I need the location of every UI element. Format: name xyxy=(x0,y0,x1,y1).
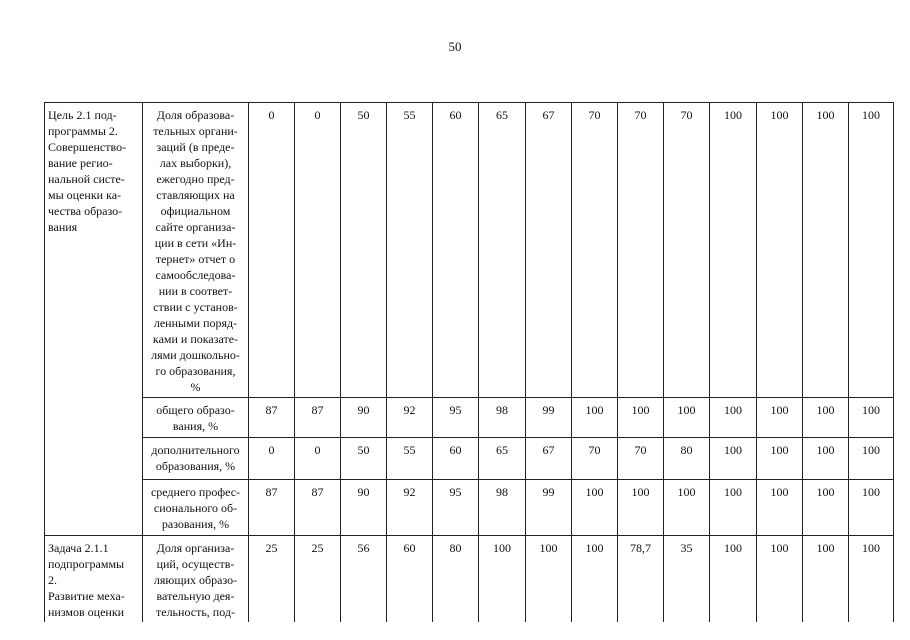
indicator-cell: Доля организа- ций, осуществ- ляющих образо- вательную дея- тельность, под- xyxy=(143,536,249,623)
value-cell: 55 xyxy=(387,103,433,398)
value-cell: 78,7 xyxy=(618,536,664,623)
value-cell: 65 xyxy=(479,438,526,480)
value-cell: 100 xyxy=(803,103,849,398)
page-number: 50 xyxy=(448,39,462,54)
value-cell: 100 xyxy=(849,103,894,398)
value-cell: 90 xyxy=(341,398,387,438)
value-cell: 100 xyxy=(710,398,757,438)
value-cell: 100 xyxy=(664,398,710,438)
value-cell: 100 xyxy=(757,103,803,398)
value-cell: 80 xyxy=(664,438,710,480)
value-cell: 0 xyxy=(295,438,341,480)
table-row xyxy=(45,438,894,480)
indicator-cell: среднего профес- сионального об- разования, % xyxy=(143,480,249,536)
value-cell: 98 xyxy=(479,398,526,438)
value-cell: 55 xyxy=(387,438,433,480)
value-cell: 90 xyxy=(341,480,387,536)
value-cell: 100 xyxy=(849,438,894,480)
value-cell: 87 xyxy=(249,480,295,536)
value-cell: 100 xyxy=(710,480,757,536)
value-cell: 70 xyxy=(618,103,664,398)
value-cell: 25 xyxy=(249,536,295,623)
value-cell: 70 xyxy=(572,438,618,480)
value-cell: 56 xyxy=(341,536,387,623)
value-cell: 100 xyxy=(803,480,849,536)
value-cell: 100 xyxy=(618,398,664,438)
value-cell: 98 xyxy=(479,480,526,536)
value-cell: 92 xyxy=(387,480,433,536)
indicator-table xyxy=(44,102,894,622)
value-cell: 100 xyxy=(572,480,618,536)
value-cell: 100 xyxy=(803,438,849,480)
value-cell: 60 xyxy=(387,536,433,623)
value-cell: 70 xyxy=(572,103,618,398)
value-cell: 100 xyxy=(479,536,526,623)
value-cell: 0 xyxy=(295,103,341,398)
value-cell: 65 xyxy=(479,103,526,398)
value-cell: 100 xyxy=(803,536,849,623)
indicator-cell: общего образо- вания, % xyxy=(143,398,249,438)
value-cell: 70 xyxy=(618,438,664,480)
value-cell: 60 xyxy=(433,438,479,480)
goal-cell: Задача 2.1.1 подпрограммы 2. Развитие меха- низмов оценки xyxy=(45,536,143,623)
value-cell: 80 xyxy=(433,536,479,623)
table-row xyxy=(45,480,894,536)
value-cell: 92 xyxy=(387,398,433,438)
value-cell: 100 xyxy=(710,103,757,398)
value-cell: 100 xyxy=(710,438,757,480)
value-cell: 100 xyxy=(526,536,572,623)
indicator-cell: дополнительного образования, % xyxy=(143,438,249,480)
table-row xyxy=(45,103,894,398)
value-cell: 95 xyxy=(433,480,479,536)
value-cell: 100 xyxy=(757,536,803,623)
value-cell: 100 xyxy=(757,438,803,480)
value-cell: 0 xyxy=(249,438,295,480)
value-cell: 60 xyxy=(433,103,479,398)
value-cell: 100 xyxy=(849,398,894,438)
goal-cell: Цель 2.1 под- программы 2. Совершенство- вание регио- нальной систе- мы оценки ка- чества образо- вания xyxy=(45,103,143,536)
value-cell: 100 xyxy=(572,398,618,438)
value-cell: 100 xyxy=(803,398,849,438)
value-cell: 87 xyxy=(249,398,295,438)
value-cell: 87 xyxy=(295,398,341,438)
value-cell: 25 xyxy=(295,536,341,623)
value-cell: 67 xyxy=(526,438,572,480)
value-cell: 50 xyxy=(341,438,387,480)
value-cell: 100 xyxy=(710,536,757,623)
value-cell: 70 xyxy=(664,103,710,398)
value-cell: 100 xyxy=(572,536,618,623)
value-cell: 95 xyxy=(433,398,479,438)
value-cell: 87 xyxy=(295,480,341,536)
table-row xyxy=(45,536,894,623)
value-cell: 100 xyxy=(618,480,664,536)
value-cell: 100 xyxy=(849,536,894,623)
indicator-cell: Доля образова- тельных органи- заций (в преде- лах выборки), ежегодно пред- ставляющих на официальном сайте организа- ции в сети «Ин- тернет» отчет о самообследова- нии в соответ- ствии с установ- ленными поряд- ками и показате- лями дошкольно- го образования, % xyxy=(143,103,249,398)
value-cell: 67 xyxy=(526,103,572,398)
value-cell: 50 xyxy=(341,103,387,398)
value-cell: 100 xyxy=(664,480,710,536)
value-cell: 99 xyxy=(526,480,572,536)
value-cell: 99 xyxy=(526,398,572,438)
value-cell: 35 xyxy=(664,536,710,623)
table-row xyxy=(45,398,894,438)
value-cell: 100 xyxy=(757,398,803,438)
value-cell: 100 xyxy=(757,480,803,536)
value-cell: 0 xyxy=(249,103,295,398)
value-cell: 100 xyxy=(849,480,894,536)
